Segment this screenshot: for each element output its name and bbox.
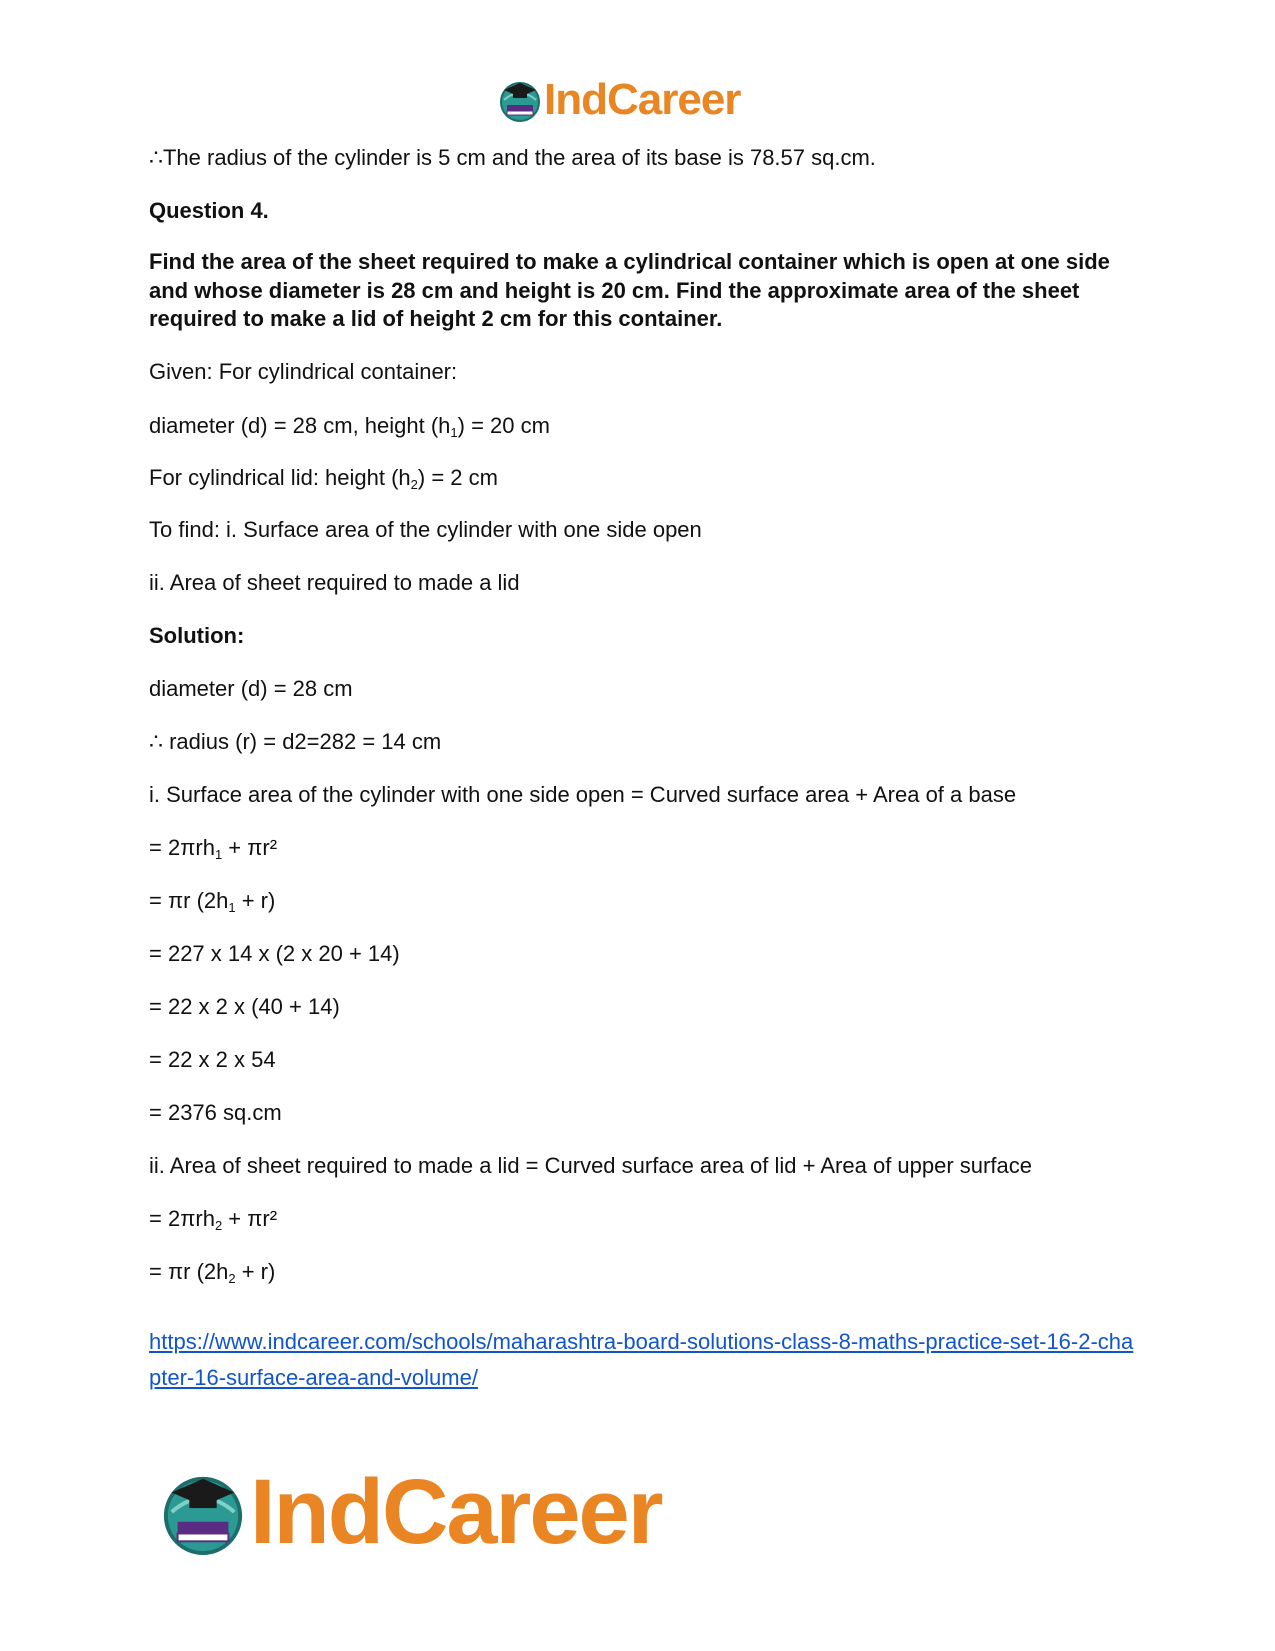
given-lid-height: For cylindrical lid: height $(h_2) = 2$ cm	[149, 465, 498, 492]
part-i-step-2: = πr $(2h_1 + r)$	[149, 888, 276, 915]
part-i-step-1: = 2πrh$_1$ + πr²	[149, 835, 278, 862]
given-intro: Given: For cylindrical container:	[149, 359, 458, 384]
brand-name: IndCareer	[544, 75, 741, 124]
solution-heading: Solution:	[149, 623, 245, 648]
question-text: Find the area of the sheet required to make a cylindrical container which is open at one side and whose diameter is 28 cm and height is 20 cm. Find the approximate area of the sheet required to make a lid of height 2 cm for this container.	[149, 249, 1110, 331]
part-i-step-3: = 227 x 14 x (2 x 20 + 14)	[149, 941, 400, 966]
part-i-step-5: = 22 x 2 x 54	[149, 1047, 276, 1072]
to-find-1: To find: i. Surface area of the cylinder with one side open	[149, 517, 702, 542]
part-i-heading: i. Surface area of the cylinder with one side open = Curved surface area + Area of a base	[149, 782, 1017, 807]
part-i-result: = 2376 sq.cm	[149, 1100, 282, 1125]
question-heading: Question 4.	[149, 198, 269, 223]
brand-name: IndCareer	[250, 1461, 662, 1563]
part-ii-step-1: = 2πrh$_2$ + πr²	[149, 1206, 278, 1233]
radius-line: ∴ radius (r) = d2=282 = 14 cm	[149, 729, 442, 754]
graduation-cap-globe-books-icon	[498, 78, 542, 122]
graduation-cap-globe-books-icon	[160, 1469, 246, 1555]
part-ii-step-2: = πr $(2h_2 + r)$	[149, 1259, 276, 1286]
given-dimensions: diameter (d) = 28 cm, height $(h_1) = 20$ cm	[149, 413, 550, 440]
to-find-2: ii. Area of sheet required to made a lid	[149, 570, 520, 595]
footer-logo	[160, 1461, 662, 1563]
header-logo	[498, 75, 741, 124]
source-link[interactable]: https://www.indcareer.com/schools/maharashtra-board-solutions-class-8-maths-practice-set-16-2-chapter-16-surface-area-and-volume/	[149, 1329, 1134, 1390]
previous-conclusion: ∴The radius of the cylinder is 5 cm and the area of its base is 78.57 sq.cm.	[149, 145, 876, 170]
part-ii-heading: ii. Area of sheet required to made a lid = Curved surface area of lid + Area of upper surface	[149, 1153, 1032, 1178]
diameter-line: diameter (d) = 28 cm	[149, 676, 353, 701]
part-i-step-4: = 22 x 2 x (40 + 14)	[149, 994, 340, 1019]
